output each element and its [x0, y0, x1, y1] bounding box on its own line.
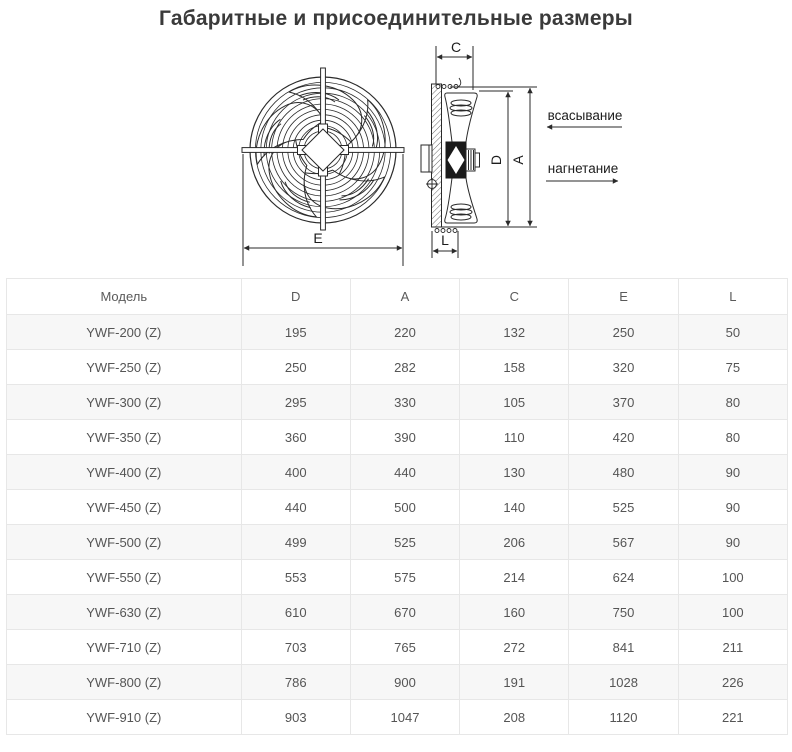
value-cell: 80 — [678, 385, 787, 420]
value-cell: 226 — [678, 665, 787, 700]
value-cell: 440 — [241, 490, 350, 525]
table-row — [7, 490, 788, 525]
value-cell: 610 — [241, 595, 350, 630]
model-cell: YWF-450 (Z) — [7, 490, 242, 525]
value-cell: 130 — [460, 455, 569, 490]
model-cell: YWF-630 (Z) — [7, 595, 242, 630]
value-cell: 567 — [569, 525, 678, 560]
value-cell: 390 — [350, 420, 459, 455]
value-cell: 440 — [350, 455, 459, 490]
value-cell: 370 — [569, 385, 678, 420]
table-row — [7, 350, 788, 385]
value-cell: 105 — [460, 385, 569, 420]
table-row — [7, 630, 788, 665]
value-cell: 214 — [460, 560, 569, 595]
value-cell: 100 — [678, 595, 787, 630]
value-cell: 703 — [241, 630, 350, 665]
dim-label-c: C — [450, 40, 462, 55]
column-header: D — [241, 279, 350, 315]
value-cell: 250 — [241, 350, 350, 385]
value-cell: 90 — [678, 525, 787, 560]
table-row — [7, 700, 788, 735]
value-cell: 80 — [678, 420, 787, 455]
value-cell: 191 — [460, 665, 569, 700]
value-cell: 624 — [569, 560, 678, 595]
fan-side-view — [421, 46, 537, 258]
dimensions-table — [6, 278, 788, 735]
hub-diamond-icon — [302, 129, 344, 171]
value-cell: 500 — [350, 490, 459, 525]
value-cell: 50 — [678, 315, 787, 350]
value-cell: 330 — [350, 385, 459, 420]
value-cell: 553 — [241, 560, 350, 595]
suction-label: всасывание — [547, 108, 623, 123]
model-cell: YWF-910 (Z) — [7, 700, 242, 735]
value-cell: 140 — [460, 490, 569, 525]
model-cell: YWF-500 (Z) — [7, 525, 242, 560]
value-cell: 670 — [350, 595, 459, 630]
value-cell: 320 — [569, 350, 678, 385]
value-cell: 499 — [241, 525, 350, 560]
model-cell: YWF-350 (Z) — [7, 420, 242, 455]
value-cell: 282 — [350, 350, 459, 385]
value-cell: 903 — [241, 700, 350, 735]
model-cell: YWF-400 (Z) — [7, 455, 242, 490]
value-cell: 90 — [678, 490, 787, 525]
table-row — [7, 665, 788, 700]
value-cell: 132 — [460, 315, 569, 350]
value-cell: 158 — [460, 350, 569, 385]
model-cell: YWF-550 (Z) — [7, 560, 242, 595]
value-cell: 400 — [241, 455, 350, 490]
table-row — [7, 315, 788, 350]
value-cell: 765 — [350, 630, 459, 665]
value-cell: 195 — [241, 315, 350, 350]
fan-front-view — [242, 68, 404, 266]
value-cell: 295 — [241, 385, 350, 420]
value-cell: 211 — [678, 630, 787, 665]
value-cell: 1047 — [350, 700, 459, 735]
value-cell: 841 — [569, 630, 678, 665]
value-cell: 480 — [569, 455, 678, 490]
value-cell: 750 — [569, 595, 678, 630]
dim-label-e: E — [313, 230, 323, 246]
value-cell: 110 — [460, 420, 569, 455]
value-cell: 208 — [460, 700, 569, 735]
column-header: C — [460, 279, 569, 315]
model-cell: YWF-200 (Z) — [7, 315, 242, 350]
model-cell: YWF-800 (Z) — [7, 665, 242, 700]
dim-label-l: L — [441, 232, 449, 248]
value-cell: 206 — [460, 525, 569, 560]
header-row — [7, 279, 788, 315]
value-cell: 100 — [678, 560, 787, 595]
value-cell: 220 — [350, 315, 459, 350]
column-header: E — [569, 279, 678, 315]
value-cell: 250 — [569, 315, 678, 350]
value-cell: 575 — [350, 560, 459, 595]
model-cell: YWF-710 (Z) — [7, 630, 242, 665]
dimension-drawing — [0, 40, 792, 272]
value-cell: 75 — [678, 350, 787, 385]
value-cell: 1120 — [569, 700, 678, 735]
motor-hub-icon — [421, 142, 480, 190]
model-cell: YWF-300 (Z) — [7, 385, 242, 420]
value-cell: 221 — [678, 700, 787, 735]
table-row — [7, 525, 788, 560]
value-cell: 525 — [569, 490, 678, 525]
column-header: Модель — [7, 279, 242, 315]
mounting-bars-icon — [242, 68, 404, 230]
dim-label-d: D — [488, 154, 504, 166]
column-header: L — [678, 279, 787, 315]
model-cell: YWF-250 (Z) — [7, 350, 242, 385]
value-cell: 90 — [678, 455, 787, 490]
discharge-label: нагнетание — [547, 161, 619, 176]
size-table-body — [7, 315, 788, 735]
value-cell: 272 — [460, 630, 569, 665]
value-cell: 420 — [569, 420, 678, 455]
value-cell: 525 — [350, 525, 459, 560]
dim-label-a: A — [510, 155, 526, 165]
table-row — [7, 420, 788, 455]
dimensions-table-wrap — [6, 278, 788, 735]
value-cell: 360 — [241, 420, 350, 455]
page-title: Габаритные и присоединительные размеры — [159, 7, 633, 30]
table-row — [7, 455, 788, 490]
value-cell: 786 — [241, 665, 350, 700]
wall-plate-icon — [432, 84, 442, 227]
value-cell: 1028 — [569, 665, 678, 700]
value-cell: 160 — [460, 595, 569, 630]
value-cell: 900 — [350, 665, 459, 700]
column-header: A — [350, 279, 459, 315]
table-row — [7, 560, 788, 595]
table-row — [7, 595, 788, 630]
table-row — [7, 385, 788, 420]
